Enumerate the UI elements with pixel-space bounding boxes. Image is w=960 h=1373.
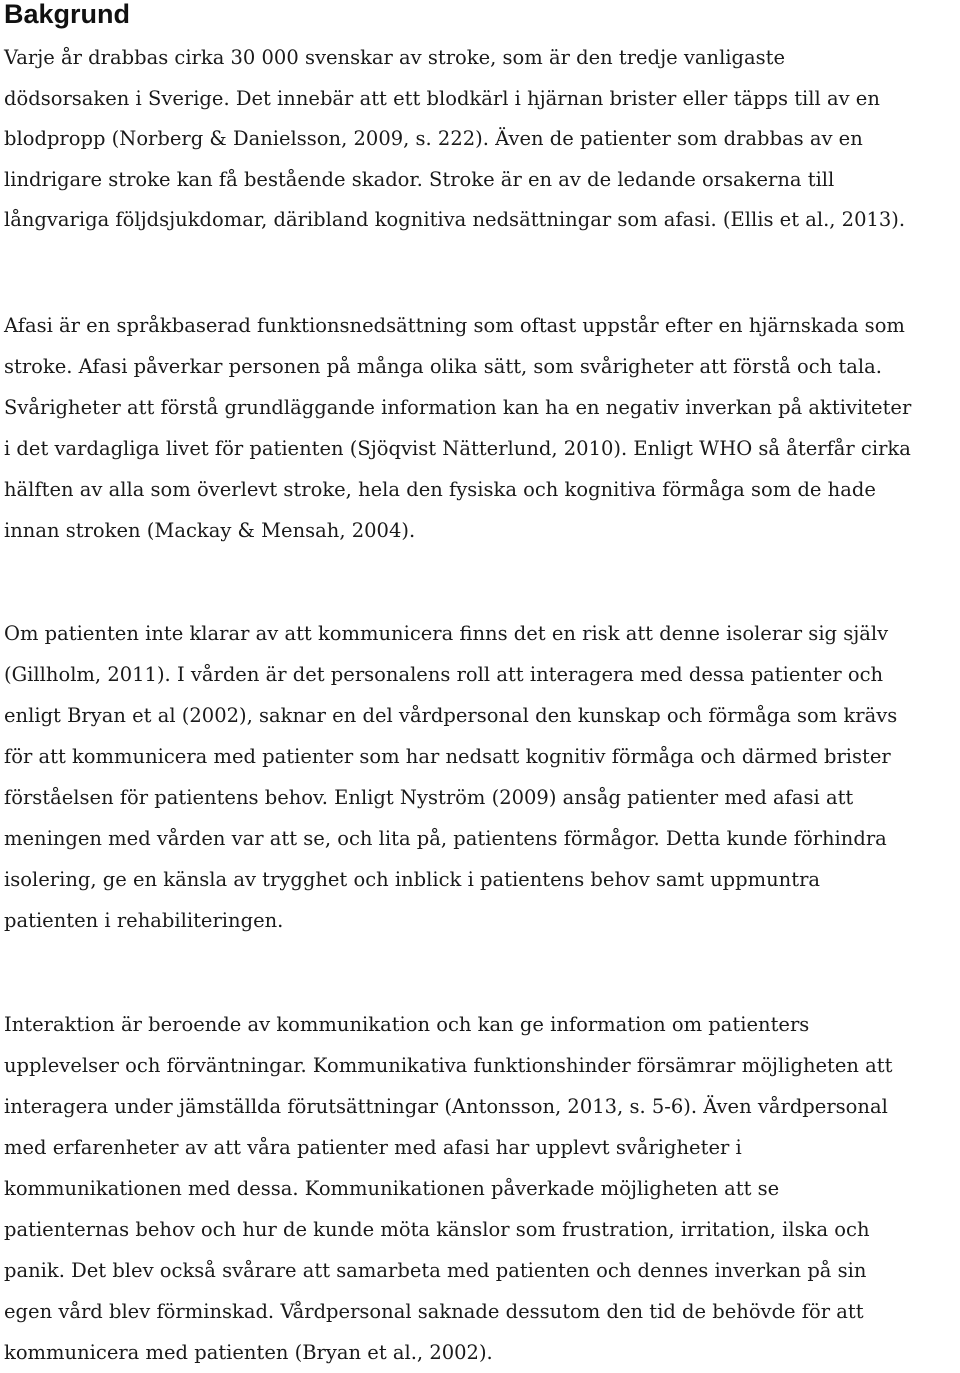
text-line: Varje år drabbas cirka 30 000 svenskar av stroke, som är den tredje vanligaste [4, 46, 786, 69]
text-line: panik. Det blev också svårare att samarbeta med patienten och dennes inverkan på sin [4, 1259, 867, 1282]
paragraph-aphasia-definition [4, 305, 956, 551]
paragraph-communication-isolation [4, 613, 956, 941]
text-line: hälften av alla som överlevt stroke, hela den fysiska och kognitiva förmåga som de hade [4, 478, 876, 501]
text-line: upplevelser och förväntningar. Kommunikativa funktionshinder försämrar möjligheten att [4, 1054, 893, 1077]
text-line: isolering, ge en känsla av trygghet och inblick i patientens behov samt uppmuntra [4, 868, 821, 891]
text-line: egen vård blev förminskad. Vårdpersonal saknade dessutom den tid de behövde för att [4, 1300, 864, 1323]
text-line: (Gillholm, 2011). I vården är det personalens roll att interagera med dessa patienter och [4, 663, 884, 686]
text-line: Svårigheter att förstå grundläggande information kan ha en negativ inverkan på aktiviteter [4, 396, 912, 419]
text-line: enligt Bryan et al (2002), saknar en del vårdpersonal den kunskap och förmåga som krävs [4, 704, 898, 727]
text-line: långvariga följdsjukdomar, däribland kognitiva nedsättningar som afasi. (Ellis et al., 2013). [4, 208, 906, 231]
text-line: stroke. Afasi påverkar personen på många olika sätt, som svårigheter att förstå och tala. [4, 355, 882, 378]
text-line: i det vardagliga livet för patienten (Sjöqvist Nätterlund, 2010). Enligt WHO så återfår cirka [4, 437, 911, 460]
text-line: interagera under jämställda förutsättningar (Antonsson, 2013, s. 5-6). Även vårdpersonal [4, 1095, 888, 1118]
paragraph-interaction [4, 1004, 956, 1373]
text-line: Afasi är en språkbaserad funktionsnedsättning som oftast uppstår efter en hjärnskada som [4, 314, 905, 337]
text-line: patienten i rehabiliteringen. [4, 909, 284, 932]
text-line: innan stroken (Mackay & Mensah, 2004). [4, 519, 416, 542]
text-line: med erfarenheter av att våra patienter med afasi har upplevt svårigheter i [4, 1136, 742, 1159]
text-line: förståelsen för patientens behov. Enligt Nyström (2009) ansåg patienter med afasi att [4, 786, 854, 809]
paragraph-stroke-background [4, 38, 956, 241]
text-line: Om patienten inte klarar av att kommunicera finns det en risk att denne isolerar sig själv [4, 622, 889, 645]
text-line: patienternas behov och hur de kunde möta känslor som frustration, irritation, ilska och [4, 1218, 870, 1241]
text-line: för att kommunicera med patienter som har nedsatt kognitiv förmåga och därmed brister [4, 745, 891, 768]
text-line: blodpropp (Norberg & Danielsson, 2009, s. 222). Även de patienter som drabbas av en [4, 127, 863, 150]
text-line: Interaktion är beroende av kommunikation och kan ge information om patienters [4, 1013, 810, 1036]
section-heading: Bakgrund [4, 0, 131, 29]
text-line: meningen med vården var att se, och lita på, patientens förmågor. Detta kunde förhindra [4, 827, 887, 850]
text-line: kommunicera med patienten (Bryan et al., 2002). [4, 1341, 493, 1364]
text-line: kommunikationen med dessa. Kommunikationen påverkade möjligheten att se [4, 1177, 780, 1200]
text-line: lindrigare stroke kan få bestående skador. Stroke är en av de ledande orsakerna till [4, 167, 835, 191]
text-line: dödsorsaken i Sverige. Det innebär att ett blodkärl i hjärnan brister eller täpps till av en [4, 86, 880, 110]
